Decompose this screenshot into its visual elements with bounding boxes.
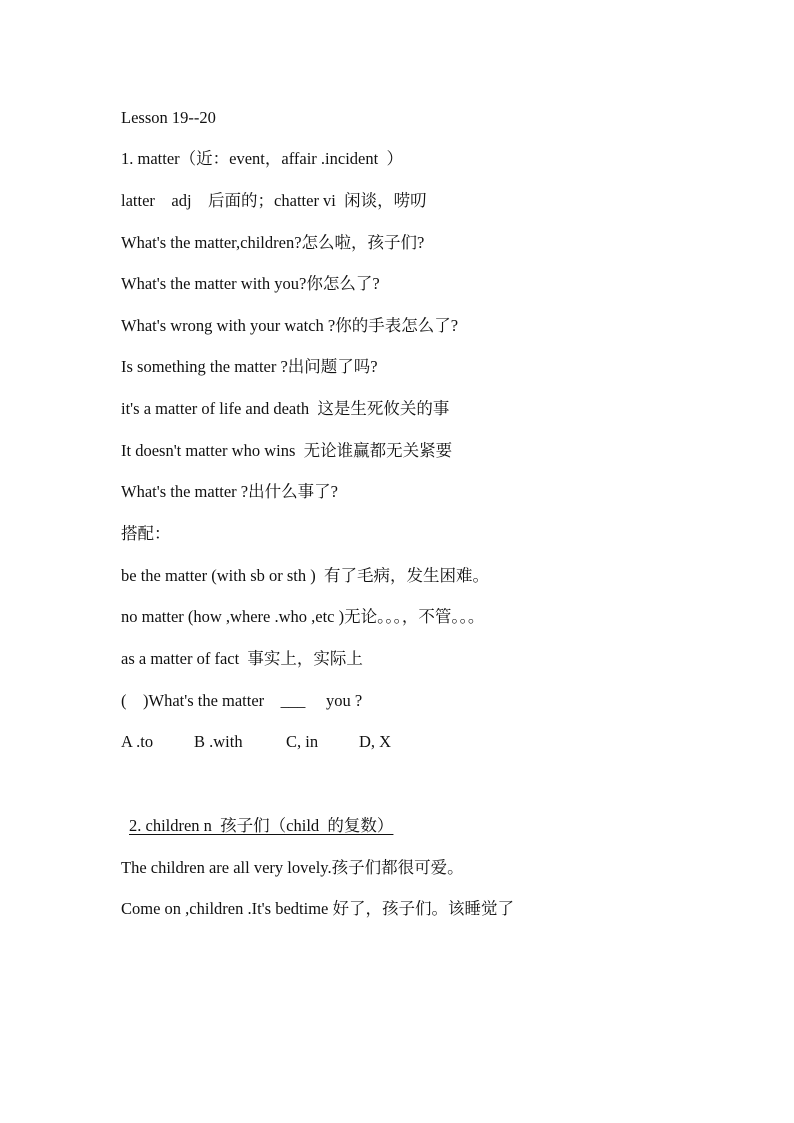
vocab-item-matter: 1. matter（近：event，affair .incident ） (121, 149, 403, 168)
exercise-option-d: D, X (359, 732, 392, 751)
exercise-option-b: B .with (194, 732, 243, 751)
example-sentence: What's the matter ?出什么事了? (121, 482, 338, 501)
example-sentence: What's the matter with you?你怎么了? (121, 274, 380, 293)
example-sentence: The children are all very lovely.孩子们都很可爱。 (121, 858, 464, 877)
example-sentence: It doesn't matter who wins 无论谁赢都无关紧要 (121, 441, 453, 460)
exercise-option-a: A .to (121, 732, 154, 751)
exercise-option-c: C, in (286, 732, 319, 751)
example-sentence: What's wrong with your watch ?你的手表怎么了? (121, 316, 459, 335)
example-sentence: Come on ,children .It's bedtime 好了，孩子们。该睡觉了 (121, 899, 514, 918)
collocation-item: no matter (how ,where .who ,etc )无论。。。，不管。。。 (121, 607, 485, 626)
exercise-question: ( )What's the matter ___ you ? (121, 691, 363, 710)
collocation-item: be the matter (with sb or sth ) 有了毛病，发生困难。 (121, 566, 489, 585)
example-sentence: What's the matter,children?怎么啦，孩子们? (121, 233, 425, 252)
collocation-item: as a matter of fact 事实上，实际上 (121, 649, 363, 668)
collocation-heading: 搭配： (121, 524, 171, 543)
text-line: latter adj 后面的；chatter vi 闲谈，唠叨 (121, 191, 427, 210)
section-2-heading: 2. children n 孩子们（child 的复数） (129, 816, 394, 835)
example-sentence: it's a matter of life and death 这是生死攸关的事 (121, 399, 450, 418)
example-sentence: Is something the matter ?出问题了吗? (121, 357, 378, 376)
lesson-title: Lesson 19--20 (121, 108, 216, 127)
